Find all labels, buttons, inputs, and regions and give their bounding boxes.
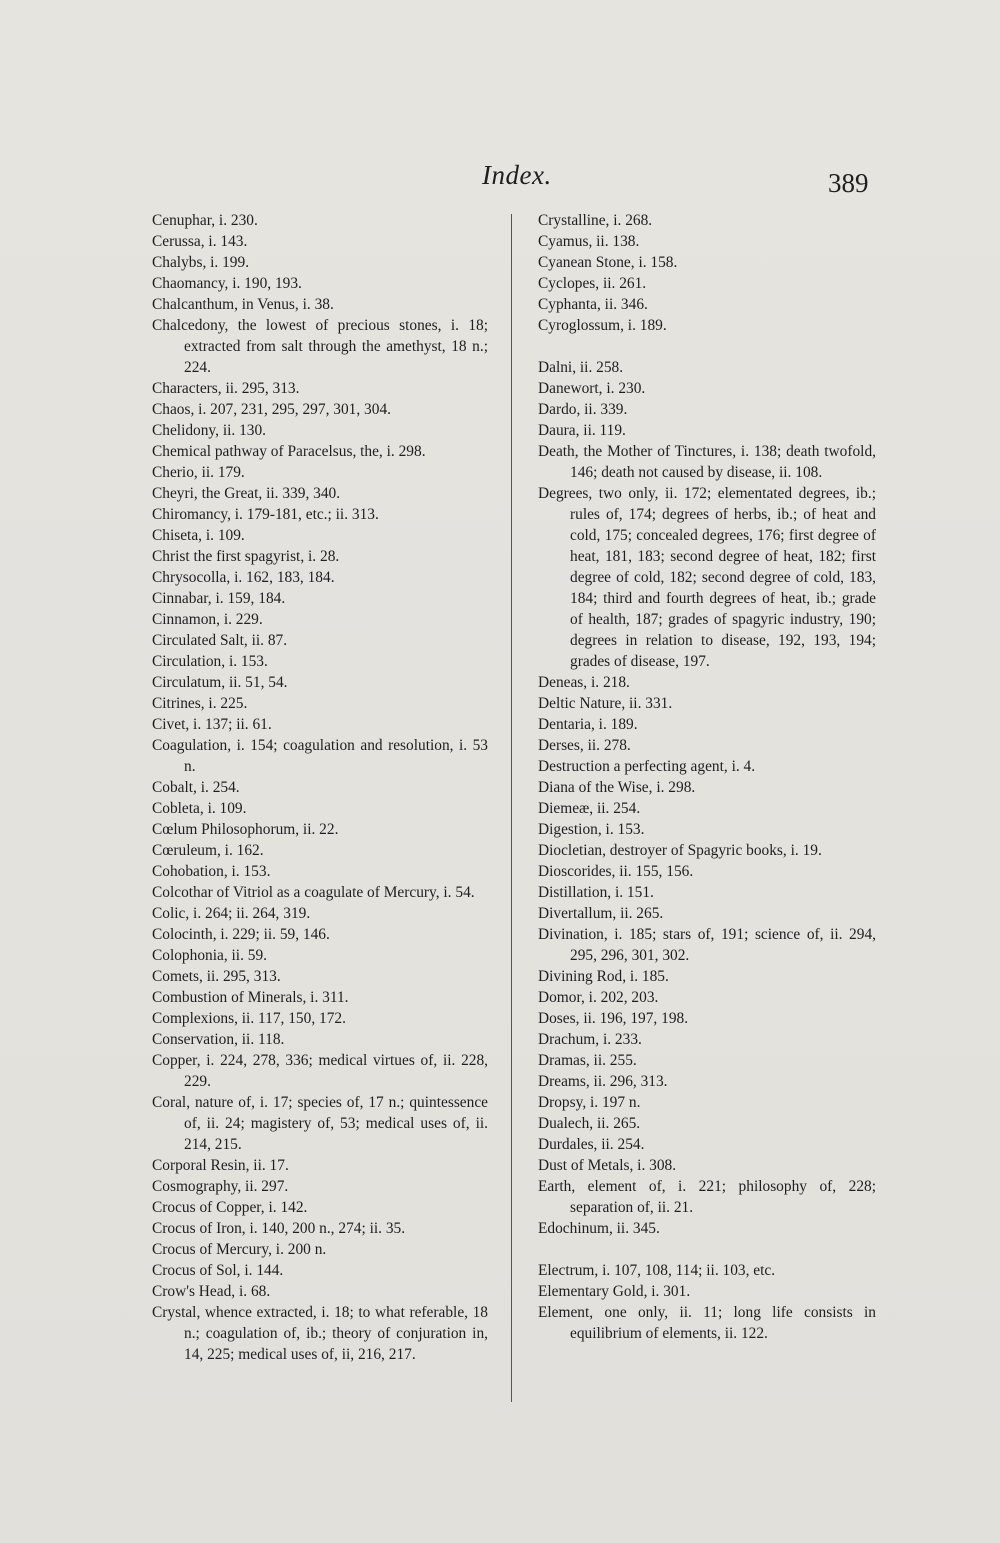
index-entry: Crocus of Copper, i. 142. <box>152 1199 308 1216</box>
index-entry: Chalybs, i. 199. <box>152 254 250 271</box>
index-entry: Domor, i. 202, 203. <box>538 989 659 1006</box>
index-entry: Cosmography, ii. 297. <box>152 1178 289 1195</box>
index-entry: Daura, ii. 119. <box>538 422 626 439</box>
index-entry: Complexions, ii. 117, 150, 172. <box>152 1010 346 1027</box>
index-entry: Chaos, i. 207, 231, 295, 297, 301, 304. <box>152 401 391 418</box>
index-entry: Cyroglossum, i. 189. <box>538 317 667 334</box>
index-entry: Cobleta, i. 109. <box>152 800 247 817</box>
index-entry: Citrines, i. 225. <box>152 695 248 712</box>
index-entry: Derses, ii. 278. <box>538 737 631 754</box>
index-entry: Earth, element of, i. 221; philosophy of, 228; separation of, ii. 21. <box>538 1178 876 1216</box>
index-entry: Cyphanta, ii. 346. <box>538 296 648 313</box>
running-head: Index. <box>482 160 552 190</box>
index-entry: Danewort, i. 230. <box>538 380 646 397</box>
index-entry: Element, one only, ii. 11; long life consists in equilibrium of elements, ii. 122. <box>538 1304 876 1342</box>
column-divider <box>511 214 512 1402</box>
index-entry: Destruction a perfecting agent, i. 4. <box>538 758 756 775</box>
index-entry: Cohobation, i. 153. <box>152 863 271 880</box>
index-entry: Copper, i. 224, 278, 336; medical virtues of, ii. 228, 229. <box>152 1052 488 1090</box>
index-entry: Cœlum Philosophorum, ii. 22. <box>152 821 339 838</box>
index-entry: Durdales, ii. 254. <box>538 1136 645 1153</box>
index-entry: Crocus of Sol, i. 144. <box>152 1262 284 1279</box>
index-entry: Dioscorides, ii. 155, 156. <box>538 863 694 880</box>
index-entry: Crystal, whence extracted, i. 18; to what referable, 18 n.; coagulation of, ib.; theory of conjuration in, 14, 225; medical uses of, ii, 216, 217. <box>152 1304 488 1363</box>
index-entry: Electrum, i. 107, 108, 114; ii. 103, etc. <box>538 1262 776 1279</box>
index-entry: Death, the Mother of Tinctures, i. 138; death twofold, 146; death not caused by disease, ii. 108. <box>538 443 876 481</box>
index-entry: Dardo, ii. 339. <box>538 401 628 418</box>
index-entry: Crocus of Mercury, i. 200 n. <box>152 1241 327 1258</box>
index-entry: Colic, i. 264; ii. 264, 319. <box>152 905 311 922</box>
index-entry: Cinnabar, i. 159, 184. <box>152 590 286 607</box>
index-entry: Chaomancy, i. 190, 193. <box>152 275 302 292</box>
index-entry: Drachum, i. 233. <box>538 1031 642 1048</box>
index-entry: Conservation, ii. 118. <box>152 1031 285 1048</box>
index-entry: Cyamus, ii. 138. <box>538 233 640 250</box>
index-entry: Circulated Salt, ii. 87. <box>152 632 288 649</box>
left-column <box>152 210 488 1365</box>
index-entry: Dust of Metals, i. 308. <box>538 1157 677 1174</box>
index-entry: Dualech, ii. 265. <box>538 1115 641 1132</box>
index-entry: Civet, i. 137; ii. 61. <box>152 716 272 733</box>
index-entry: Distillation, i. 151. <box>538 884 654 901</box>
index-entry: Corporal Resin, ii. 17. <box>152 1157 289 1174</box>
index-entry: Chemical pathway of Paracelsus, the, i. 298. <box>152 443 426 460</box>
index-entry: Cinnamon, i. 229. <box>152 611 263 628</box>
index-entry: Christ the first spagyrist, i. 28. <box>152 548 340 565</box>
index-entry: Diana of the Wise, i. 298. <box>538 779 696 796</box>
index-entry: Chiseta, i. 109. <box>152 527 245 544</box>
index-entry: Crow's Head, i. 68. <box>152 1283 271 1300</box>
index-entry: Coral, nature of, i. 17; species of, 17 n.; quintessence of, ii. 24; magistery of, 53; medical uses of, ii. 214, 215. <box>152 1094 488 1153</box>
page-number: 389 <box>828 168 869 198</box>
index-entry: Colocinth, i. 229; ii. 59, 146. <box>152 926 330 943</box>
index-entry: Diemeæ, ii. 254. <box>538 800 641 817</box>
index-entry: Deneas, i. 218. <box>538 674 630 691</box>
index-entry: Dentaria, i. 189. <box>538 716 638 733</box>
index-entry: Chalcanthum, in Venus, i. 38. <box>152 296 334 313</box>
index-entry: Elementary Gold, i. 301. <box>538 1283 691 1300</box>
index-entry: Circulation, i. 153. <box>152 653 268 670</box>
index-entry: Digestion, i. 153. <box>538 821 645 838</box>
index-entry: Cyclopes, ii. 261. <box>538 275 647 292</box>
index-entry: Doses, ii. 196, 197, 198. <box>538 1010 689 1027</box>
index-entry: Coagulation, i. 154; coagulation and resolution, i. 53 n. <box>152 737 488 775</box>
index-entry: Diocletian, destroyer of Spagyric books, i. 19. <box>538 842 822 859</box>
index-entry: Chrysocolla, i. 162, 183, 184. <box>152 569 335 586</box>
index-entry: Circulatum, ii. 51, 54. <box>152 674 288 691</box>
index-entry: Cerussa, i. 143. <box>152 233 248 250</box>
index-entry: Cherio, ii. 179. <box>152 464 245 481</box>
index-entry: Cenuphar, i. 230. <box>152 212 258 229</box>
index-entry: Crystalline, i. 268. <box>538 212 653 229</box>
index-entry: Cheyri, the Great, ii. 339, 340. <box>152 485 341 502</box>
index-entry: Edochinum, ii. 345. <box>538 1220 660 1237</box>
index-entry: Cœruleum, i. 162. <box>152 842 264 859</box>
index-entry: Dropsy, i. 197 n. <box>538 1094 641 1111</box>
index-entry: Divining Rod, i. 185. <box>538 968 669 985</box>
right-column <box>538 210 876 1344</box>
index-entry: Characters, ii. 295, 313. <box>152 380 300 397</box>
index-entry: Comets, ii. 295, 313. <box>152 968 281 985</box>
index-entry: Chelidony, ii. 130. <box>152 422 267 439</box>
index-entry: Cyanean Stone, i. 158. <box>538 254 678 271</box>
index-entry: Divination, i. 185; stars of, 191; science of, ii. 294, 295, 296, 301, 302. <box>538 926 876 964</box>
index-entry: Colcothar of Vitriol as a coagulate of Mercury, i. 54. <box>152 884 475 901</box>
index-entry: Degrees, two only, ii. 172; elementated degrees, ib.; rules of, 174; degrees of herbs, ib.; of heat and cold, 175; concealed degrees, 176; first degree of heat, 181, 183; second degree of heat, 182; first degree of cold, 182; second degree of cold, 183, 184; third and fourth degrees of heat, ib.; grade of health, 187; grades of spagyric industry, 190; degrees in relation to disease, 192, 193, 194; grades of disease, 197. <box>538 485 876 670</box>
index-entry: Dramas, ii. 255. <box>538 1052 637 1069</box>
index-entry: Deltic Nature, ii. 331. <box>538 695 673 712</box>
index-entry: Chalcedony, the lowest of precious stones, i. 18; extracted from salt through the amethyst, 18 n.; 224. <box>152 317 488 376</box>
index-entry: Colophonia, ii. 59. <box>152 947 268 964</box>
index-entry: Chiromancy, i. 179-181, etc.; ii. 313. <box>152 506 379 523</box>
index-entry: Divertallum, ii. 265. <box>538 905 664 922</box>
index-entry: Combustion of Minerals, i. 311. <box>152 989 349 1006</box>
index-entry: Crocus of Iron, i. 140, 200 n., 274; ii. 35. <box>152 1220 406 1237</box>
index-entry: Dalni, ii. 258. <box>538 359 624 376</box>
index-entry: Dreams, ii. 296, 313. <box>538 1073 668 1090</box>
index-entry: Cobalt, i. 254. <box>152 779 240 796</box>
